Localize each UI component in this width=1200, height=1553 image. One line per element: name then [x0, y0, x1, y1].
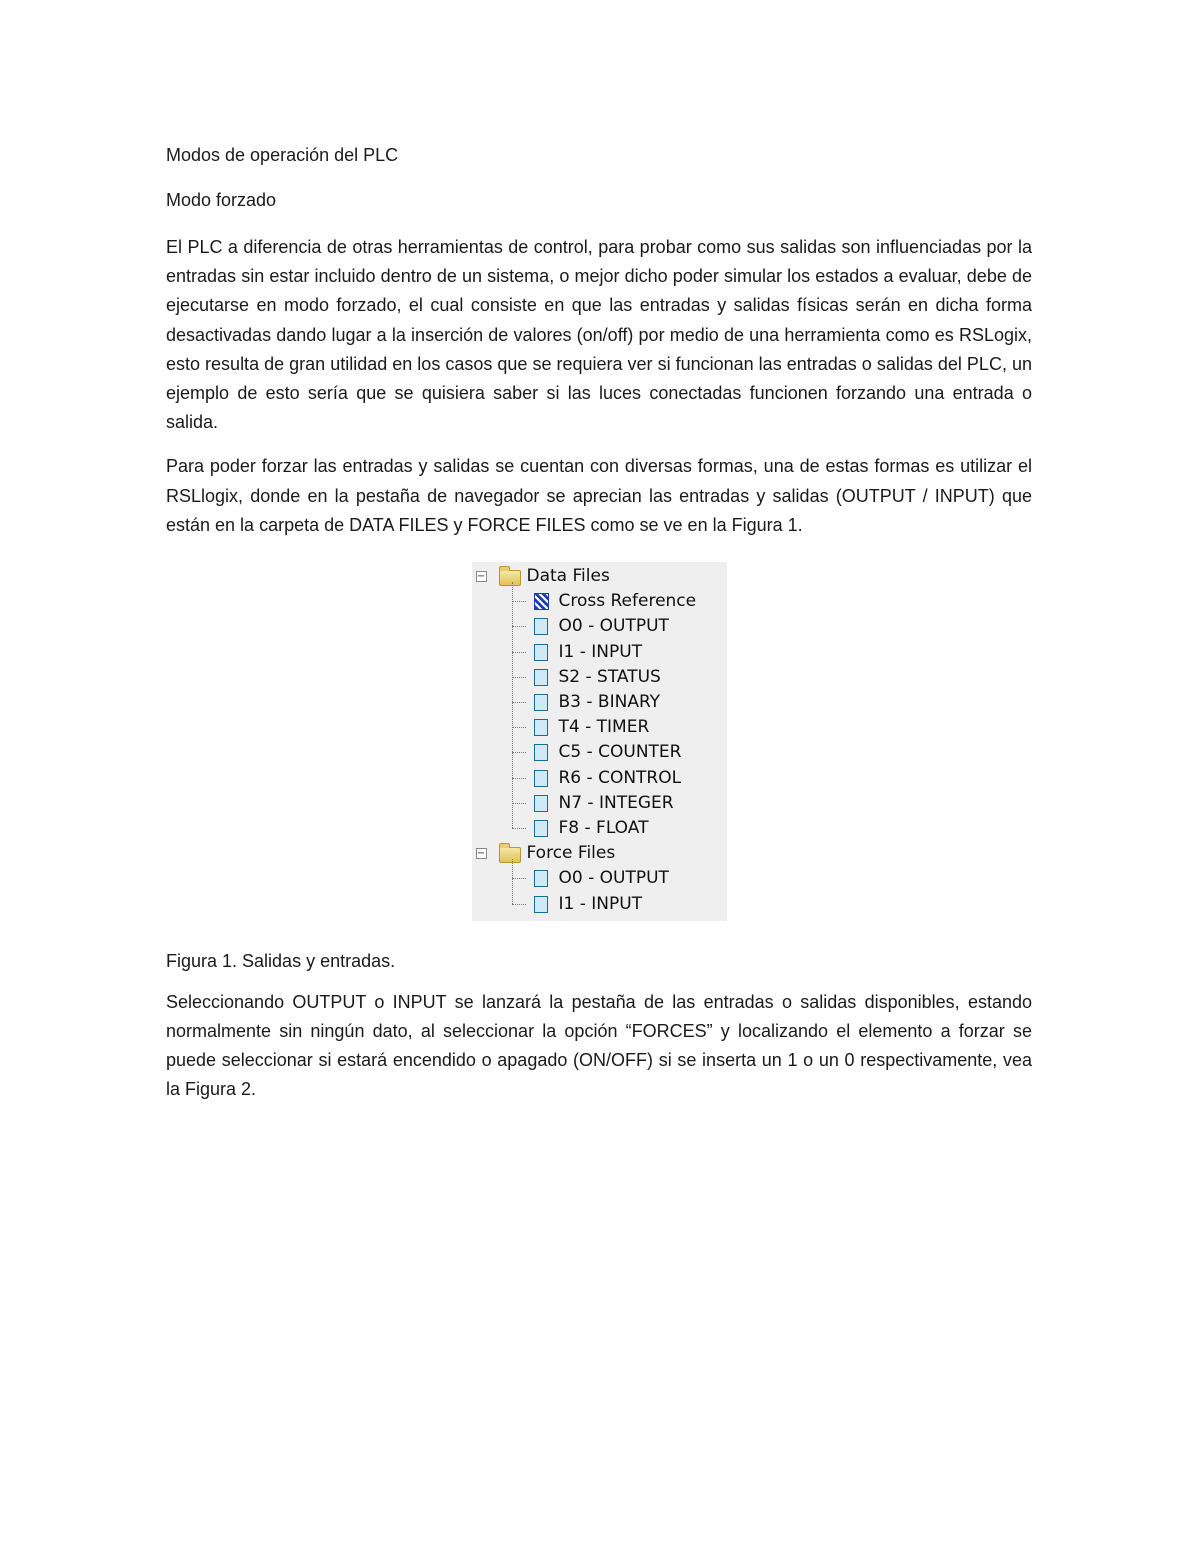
tree-folder-label: Data Files — [526, 566, 610, 587]
tree-item[interactable] — [472, 614, 722, 638]
tree-connector — [512, 677, 526, 678]
paragraph-2: Para poder forzar las entradas y salidas se cuentan con diversas formas, una de estas formas es utilizar el RSLlogix, donde en la pestaña de navegador se aprecian las entradas y salidas (OUTPUT / INPUT) que están en la carpeta de DATA FILES y FORCE FILES como se ve en la Figura 1. — [166, 456, 1032, 535]
tree-item[interactable] — [472, 715, 722, 739]
collapse-icon[interactable]: − — [476, 848, 486, 860]
folder-icon — [499, 570, 521, 586]
tree-item[interactable] — [472, 766, 722, 790]
file-icon — [534, 896, 548, 913]
tree-connector — [512, 803, 526, 804]
tree-item[interactable] — [472, 690, 722, 714]
tree-item-label: T4 - TIMER — [558, 717, 650, 738]
tree-item-label: I1 - INPUT — [558, 893, 643, 914]
tree-connector — [512, 727, 526, 728]
tree-connector — [512, 878, 526, 879]
tree-item[interactable] — [472, 791, 722, 815]
tree-item[interactable] — [472, 665, 722, 689]
figure-1-tree-screenshot — [472, 562, 727, 921]
section-heading: Modo forzado — [166, 190, 277, 210]
tree-item[interactable] — [472, 816, 722, 840]
tree-connector — [512, 702, 526, 703]
tree-connector — [512, 752, 526, 753]
tree-connector — [512, 778, 526, 779]
file-icon — [534, 618, 548, 635]
tree-item-label: I1 - INPUT — [558, 641, 643, 662]
tree-folder-label: Force Files — [526, 843, 616, 864]
file-icon — [534, 694, 548, 711]
tree-item[interactable] — [472, 740, 722, 764]
tree-item[interactable] — [472, 892, 722, 916]
tree-connector — [512, 601, 526, 602]
tree-item-label: C5 - COUNTER — [558, 742, 682, 763]
figure-caption: Figura 1. Salidas y entradas. — [166, 950, 396, 971]
tree-item-label: Cross Reference — [558, 591, 697, 612]
tree-guide-line — [512, 582, 513, 828]
tree-connector — [512, 626, 526, 627]
tree-connector — [512, 828, 526, 829]
cross-reference-icon — [534, 593, 549, 610]
tree-item-label: O0 - OUTPUT — [558, 868, 669, 889]
tree-folder-force-files[interactable] — [472, 841, 722, 865]
file-icon — [534, 870, 548, 887]
tree-item-label: N7 - INTEGER — [558, 792, 674, 813]
file-icon — [534, 719, 548, 736]
document-title: Modos de operación del PLC — [166, 145, 399, 165]
tree-item-label: O0 - OUTPUT — [558, 616, 669, 637]
tree-item-label: R6 - CONTROL — [558, 767, 682, 788]
tree-item[interactable] — [472, 640, 722, 664]
tree-connector — [512, 904, 526, 905]
file-icon — [534, 669, 548, 686]
tree-item[interactable] — [472, 866, 722, 890]
tree-item-label: S2 - STATUS — [558, 666, 661, 687]
tree-item[interactable] — [472, 589, 722, 613]
collapse-icon[interactable]: − — [476, 571, 486, 583]
document-page — [166, 143, 1032, 1120]
tree-connector — [512, 652, 526, 653]
paragraph-3: Seleccionando OUTPUT o INPUT se lanzará la pestaña de las entradas o salidas disponibles, estando normalmente sin ningún dato, al seleccionar la opción “FORCES” y localizando el elemento a forzar se puede seleccionar si estará encendido o apagado (ON/OFF) si se inserta un 1 o un 0 respectivamente, vea la Figura 2. — [166, 991, 1032, 1100]
file-icon — [534, 644, 548, 661]
file-icon — [534, 770, 548, 787]
tree-item-label: F8 - FLOAT — [558, 818, 649, 839]
tree-item-label: B3 - BINARY — [558, 692, 661, 713]
file-icon — [534, 795, 548, 812]
paragraph-1: El PLC a diferencia de otras herramientas de control, para probar como sus salidas son influenciadas por la entradas sin estar incluido dentro de un sistema, o mejor dicho poder simular los estados a evaluar, debe de ejecutarse en modo forzado, el cual consiste en que las entradas y salidas físicas serán en dicha forma desactivadas dando lugar a la inserción de valores (on/off) por medio de una herramienta como es RSLogix, esto resulta de gran utilidad en los casos que se requiera ver si funcionan las entradas o salidas del PLC, un ejemplo de esto sería que se quisiera saber si las luces conectadas funcionen forzando una entrada o salida. — [166, 237, 1032, 433]
tree-guide-line — [512, 859, 513, 903]
file-icon — [534, 820, 548, 837]
folder-icon — [499, 847, 521, 863]
tree-folder-data-files[interactable] — [472, 564, 722, 588]
file-icon — [534, 744, 548, 761]
